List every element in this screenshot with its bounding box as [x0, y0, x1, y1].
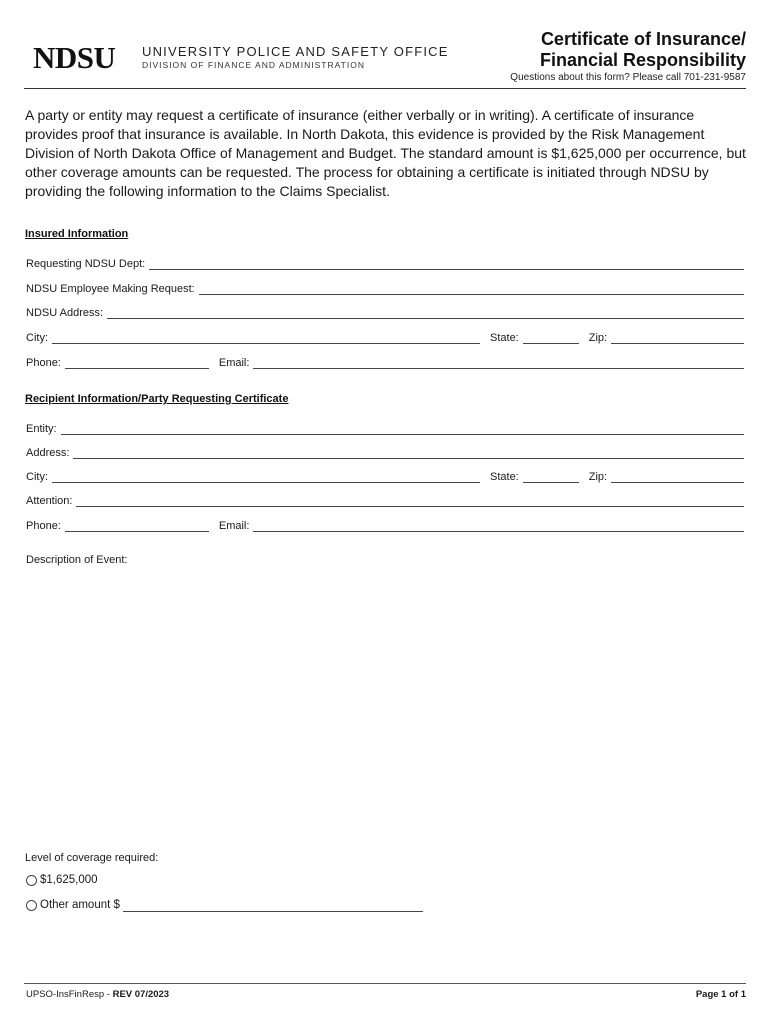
recipient-state-field[interactable]: [523, 469, 579, 483]
insured-dept-label: Requesting NDSU Dept:: [26, 258, 146, 270]
coverage-option-other-label: Other amount $: [40, 899, 120, 911]
recipient-address-label: Address:: [26, 447, 70, 459]
recipient-address-row: [26, 443, 744, 459]
description-label: Description of Event:: [26, 554, 128, 566]
coverage-option-other[interactable]: [26, 898, 423, 912]
insured-city-field[interactable]: [52, 330, 480, 344]
form-id: [26, 989, 169, 1000]
insured-employee-field[interactable]: [199, 281, 744, 295]
insured-phone-label: Phone:: [26, 357, 61, 369]
recipient-email-label: Email:: [218, 520, 250, 532]
recipient-entity-label: Entity:: [26, 423, 57, 435]
recipient-phone-field[interactable]: [65, 518, 209, 532]
insured-address-label: NDSU Address:: [26, 307, 104, 319]
insured-state-label: State:: [490, 332, 519, 344]
recipient-state-label: State:: [490, 471, 519, 483]
contact-note: Questions about this form? Please call 701-231-9587: [510, 72, 746, 83]
division-name: DIVISION OF FINANCE AND ADMINISTRATION: [142, 60, 365, 70]
intro-paragraph: A party or entity may request a certificate of insurance (either verbally or in writing). A certificate of insurance provides proof that insurance is available. In North Dakota, this evidence is provided by the Risk Management Division of North Dakota Office of Management and Budget. The standard amount is $1,625,000 per occurrence, but other coverage amounts can be requested. The process for obtaining a certificate is initiated through NDSU by providing the following information to the Claims Specialist.: [25, 107, 746, 199]
insured-dept-field[interactable]: [149, 256, 744, 270]
other-amount-field[interactable]: [123, 898, 423, 912]
recipient-city-field[interactable]: [52, 469, 480, 483]
recipient-entity-field[interactable]: [61, 421, 744, 435]
insured-email-label: Email:: [218, 357, 250, 369]
recipient-attention-label: Attention:: [26, 495, 73, 507]
insured-zip-label: Zip:: [588, 332, 608, 344]
form-title-line1: Certificate of Insurance/: [540, 29, 746, 49]
insured-phone-field[interactable]: [65, 355, 209, 369]
ndsu-logo: NDSU: [33, 40, 116, 75]
insured-city-row: [26, 328, 744, 344]
recipient-zip-field[interactable]: [611, 469, 744, 483]
insured-section-heading: Insured Information: [25, 228, 129, 240]
coverage-label: Level of coverage required:: [25, 852, 159, 864]
footer-divider: [24, 983, 746, 984]
recipient-phone-row: [26, 516, 744, 532]
radio-button-icon[interactable]: [26, 875, 37, 886]
recipient-city-row: [26, 467, 744, 483]
recipient-entity-row: [26, 419, 744, 435]
form-id-code: UPSO-InsFinResp -: [26, 989, 113, 1000]
recipient-attention-field[interactable]: [76, 493, 744, 507]
recipient-attention-row: [26, 491, 744, 507]
insured-employee-row: [26, 279, 744, 295]
insured-city-label: City:: [26, 332, 48, 344]
insured-employee-label: NDSU Employee Making Request:: [26, 283, 195, 295]
recipient-section-heading: Recipient Information/Party Requesting Certificate: [25, 393, 289, 405]
recipient-city-label: City:: [26, 471, 48, 483]
header-divider: [24, 88, 746, 89]
recipient-address-field[interactable]: [73, 445, 744, 459]
coverage-option-standard-label: $1,625,000: [40, 874, 98, 886]
recipient-email-field[interactable]: [253, 518, 744, 532]
form-title-line2: Financial Responsibility: [539, 50, 746, 70]
insured-address-row: [26, 303, 744, 319]
insured-address-field[interactable]: [107, 305, 744, 319]
recipient-phone-label: Phone:: [26, 520, 61, 532]
radio-button-icon[interactable]: [26, 900, 37, 911]
coverage-option-standard[interactable]: [26, 874, 98, 886]
recipient-zip-label: Zip:: [588, 471, 608, 483]
form-revision: REV 07/2023: [112, 989, 170, 1000]
department-name: UNIVERSITY POLICE AND SAFETY OFFICE: [142, 44, 449, 59]
insured-phone-row: [26, 353, 744, 369]
description-area[interactable]: [26, 572, 744, 842]
insured-dept-row: [26, 254, 744, 270]
page-number: Page 1 of 1: [695, 989, 746, 1000]
insured-state-field[interactable]: [523, 330, 579, 344]
insured-email-field[interactable]: [253, 355, 744, 369]
form-title: [540, 29, 746, 71]
insured-zip-field[interactable]: [611, 330, 744, 344]
